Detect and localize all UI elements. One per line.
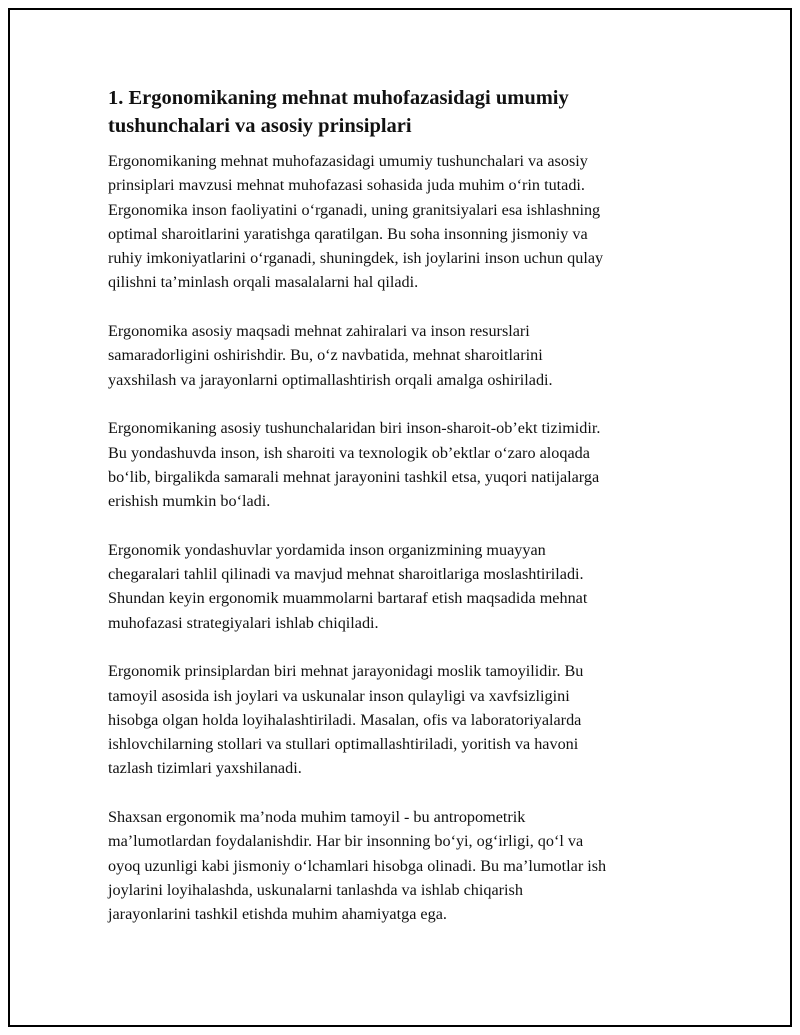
document-title (108, 84, 688, 140)
paragraph-2 (108, 319, 688, 392)
text-line: Shundan keyin ergonomik muammolarni bartaraf etish maqsadida mehnat (108, 589, 588, 608)
text-line: samaradorligini oshirishdir. Bu, o‘z navbatida, mehnat sharoitlarini (108, 346, 543, 365)
text-line: Ergonomika inson faoliyatini o‘rganadi, uning granitsiyalari esa ishlashning (108, 200, 601, 219)
text-line: ruhiy imkoniyatlarini o‘rganadi, shuningdek, ish joylarini inson uchun qulay (108, 249, 604, 268)
paragraph-5 (108, 659, 688, 780)
text-line: Shaxsan ergonomik ma’noda muhim tamoyil - bu antropometrik (108, 808, 526, 827)
text-line: tamoyil asosida ish joylari va uskunalar inson qulayligi va xavfsizligini (108, 686, 570, 705)
text-line: bo‘lib, birgalikda samarali mehnat jarayonini tashkil etsa, yuqori natijalarga (108, 467, 600, 486)
paragraph-3 (108, 416, 688, 513)
paragraph-6 (108, 805, 688, 926)
paragraph-1 (108, 149, 688, 295)
text-line: chegaralari tahlil qilinadi va mavjud mehnat sharoitlariga moslashtiriladi. (108, 565, 584, 584)
text-line: prinsiplari mavzusi mehnat muhofazasi sohasida juda muhim o‘rin tutadi. (108, 176, 585, 195)
text-line: Ergonomik yondashuvlar yordamida inson organizmining muayyan (108, 540, 546, 559)
text-line: oyoq uzunligi kabi jismoniy o‘lchamlari hisobga olinadi. Bu ma’lumotlar ish (108, 856, 607, 875)
title-line: 1. Ergonomikaning mehnat muhofazasidagi umumiy (108, 87, 569, 109)
text-line: qilishni ta’minlash orqali masalalarni hal qiladi. (108, 273, 419, 292)
text-line: joylarini loyihalashda, uskunalarni tanlashda va ishlab chiqarish (108, 880, 523, 899)
text-line: Ergonomikaning mehnat muhofazasidagi umumiy tushunchalari va asosiy (108, 152, 588, 170)
document-body (108, 84, 688, 951)
text-line: Ergonomik prinsiplardan biri mehnat jarayonidagi moslik tamoyilidir. Bu (108, 662, 584, 681)
title-line: tushunchalari va asosiy prinsiplari (108, 115, 412, 137)
text-line: ishlovchilarning stollari va stullari optimallashtiriladi, yoritish va havoni (108, 735, 579, 754)
text-line: ma’lumotlardan foydalanishdir. Har bir insonning bo‘yi, og‘irligi, qo‘l va (108, 832, 584, 851)
text-line: Ergonomikaning asosiy tushunchalaridan biri inson-sharoit-ob’ekt tizimidir. (108, 419, 601, 438)
text-line: jarayonlarini tashkil etishda muhim ahamiyatga ega. (108, 905, 447, 924)
text-line: yaxshilash va jarayonlarni optimallashtirish orqali amalga oshiriladi. (108, 370, 553, 389)
text-line: hisobga olgan holda loyihalashtiriladi. Masalan, ofis va laboratoriyalarda (108, 710, 582, 729)
text-line: optimal sharoitlarini yaratishga qaratilgan. Bu soha insonning jismoniy va (108, 224, 588, 243)
text-line: erishish mumkin bo‘ladi. (108, 492, 271, 511)
text-line: Ergonomika asosiy maqsadi mehnat zahiralari va inson resurslari (108, 322, 530, 341)
text-line: muhofazasi strategiyalari ishlab chiqiladi. (108, 613, 379, 632)
text-line: Bu yondashuvda inson, ish sharoiti va texnologik ob’ektlar o‘zaro aloqada (108, 443, 590, 462)
text-line: tazlash tizimlari yaxshilanadi. (108, 759, 302, 778)
paragraph-4 (108, 538, 688, 635)
